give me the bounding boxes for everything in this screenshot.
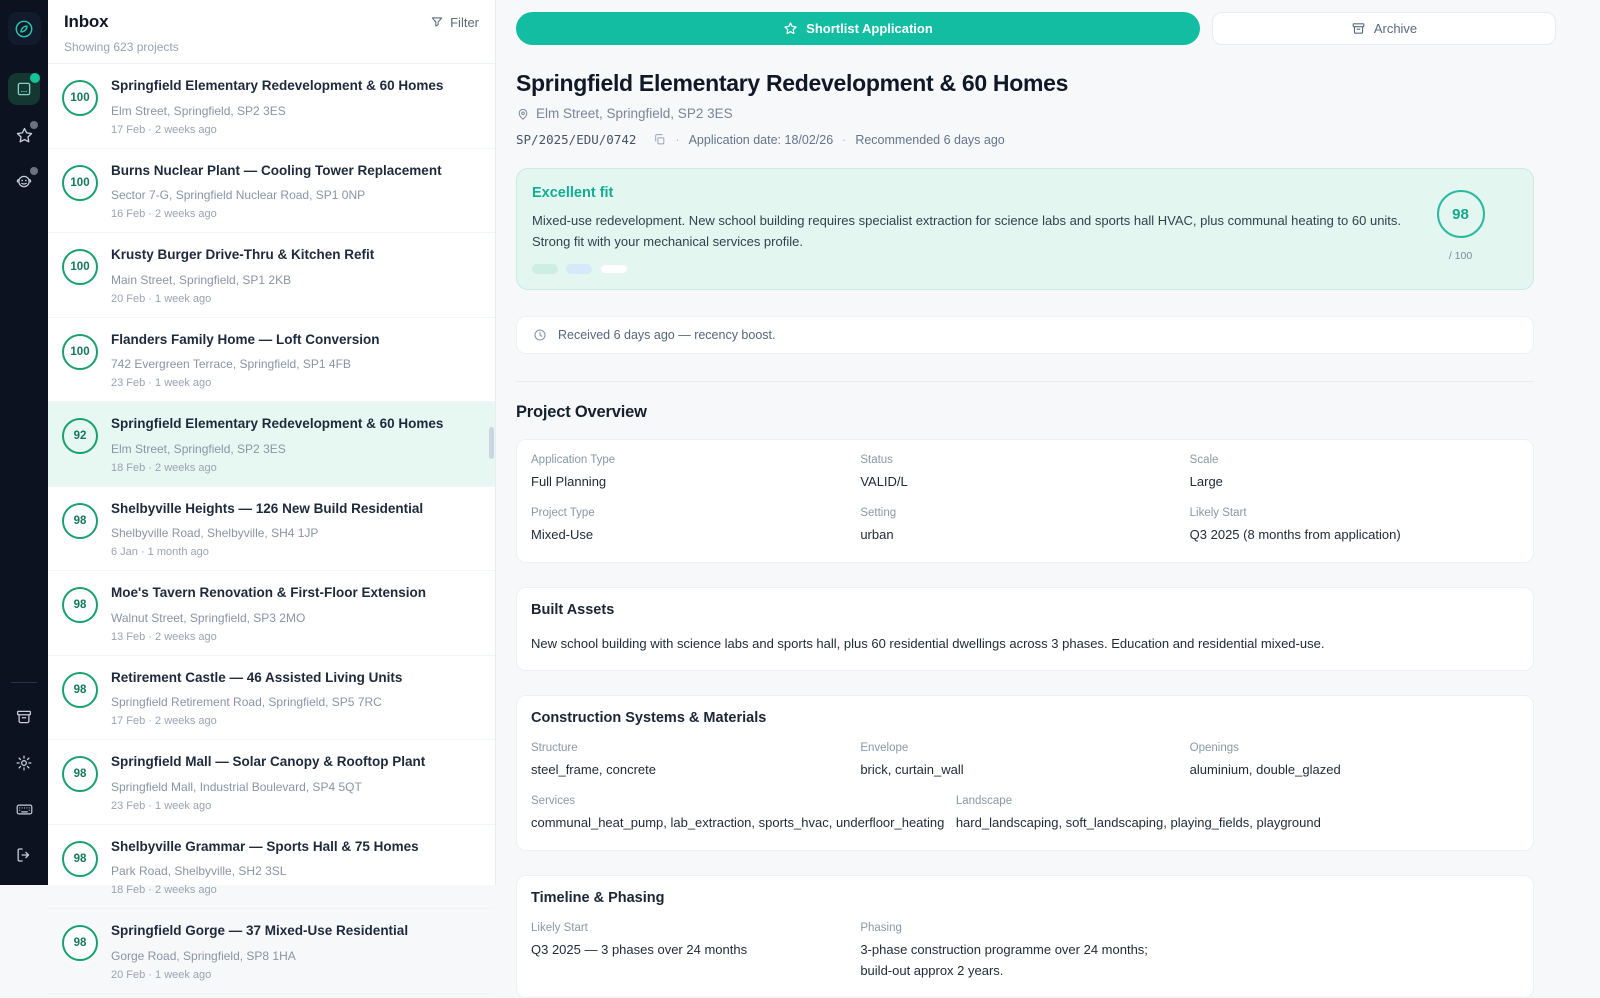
detail-content [516,45,1556,998]
project-date: 23 Feb · 1 week ago [111,377,212,390]
field-label: Structure [531,742,578,755]
list-item[interactable] [48,402,495,487]
keyboard-shortcuts-button[interactable] [8,793,40,825]
field-label: Openings [1189,742,1239,755]
timeline-fields [531,922,1519,981]
score-badge [62,165,98,201]
construction-heading: Construction Systems & Materials [531,710,767,727]
field [531,922,860,981]
field-value: 3-phase construction programme over 24 months; [860,941,1148,957]
left-rail [0,0,48,885]
received-note-bar [516,316,1534,354]
showing-count: Showing 623 projects [64,40,179,54]
star-icon [15,126,34,145]
project-date: 17 Feb · 2 weeks ago [111,123,217,136]
list-item-body [111,331,380,390]
project-address: 742 Evergreen Terrace, Springfield, SP1 4FB [111,357,351,372]
fit-tag [600,264,628,274]
application-date: Application date: 18/02/26 [688,132,834,147]
field-value: Q3 2025 (8 months from application) [1189,526,1401,542]
project-date: 16 Feb · 2 weeks ago [111,208,217,221]
score-value: 100 [70,345,90,358]
project-date: 18 Feb · 2 weeks ago [111,884,217,897]
project-date: 20 Feb · 1 week ago [111,292,212,305]
list-item[interactable] [48,487,495,572]
project-address: Main Street, Springfield, SP1 2KB [111,272,292,287]
location-text: Elm Street, Springfield, SP2 3ES [536,106,733,121]
score-value: 98 [73,768,87,781]
project-list[interactable] [48,63,495,994]
score-badge [62,249,98,285]
field [531,742,860,780]
project-title: Shelbyville Grammar — Sports Hall & 75 Homes [111,838,419,854]
project-title: Krusty Burger Drive-Thru & Kitchen Refit [111,247,375,263]
fit-tag [532,264,558,274]
score-value: 100 [70,261,90,274]
archive-icon [1351,21,1366,36]
fit-rating-label: Excellent fit [532,185,614,201]
nav-archive-button[interactable] [8,701,40,733]
project-title: Springfield Mall — Solar Canopy & Rooftop Plant [111,754,426,770]
list-item-body [111,838,419,897]
funnel-icon [430,15,444,29]
list-item[interactable] [48,571,495,656]
recommended-text: Recommended 6 days ago [855,132,1005,147]
field-value-line2: build-out approx 2 years. [860,962,1004,978]
field [1190,454,1519,492]
project-title: Moe's Tavern Renovation & First-Floor Extension [111,585,427,601]
project-date: 23 Feb · 1 week ago [111,799,212,812]
list-item-body [111,77,443,136]
filter-button[interactable] [430,15,479,30]
project-title: Springfield Gorge — 37 Mixed-Use Residential [111,923,409,939]
project-address: Sector 7-G, Springfield Nuclear Road, SP1 0NP [111,188,366,203]
field [860,742,1189,780]
contacts-notification-dot [30,167,38,175]
field [956,795,1519,833]
field-value: VALID/L [860,473,908,489]
field-label: Likely Start [531,921,588,934]
project-title: Springfield Elementary Redevelopment & 60 Homes [111,416,444,432]
fit-tags [532,264,1408,274]
field-value: Q3 2025 — 3 phases over 24 months [531,941,748,957]
field [531,795,956,833]
list-item-body [111,500,423,559]
field-label: Status [860,453,893,466]
score-value: 98 [73,514,87,527]
list-item[interactable] [48,233,495,318]
list-item-body [111,753,425,812]
score-value: 98 [73,683,87,696]
score-value: 100 [70,92,90,104]
rail-divider [11,682,37,683]
logout-icon [15,846,33,864]
construction-row2 [531,795,1519,833]
meta-separator: · [675,132,680,147]
field [860,454,1189,492]
list-item[interactable] [48,318,495,403]
action-bar [516,12,1556,45]
inbox-notification-dot [30,73,40,83]
field-value: Full Planning [531,473,607,489]
logout-button[interactable] [8,839,40,871]
score-badge [62,756,98,792]
project-date: 17 Feb · 2 weeks ago [111,715,217,728]
project-date: 6 Jan · 1 month ago [111,546,209,559]
list-scrollbar-thumb[interactable] [489,427,494,459]
nav-shortlist-button[interactable] [8,119,40,151]
field [860,922,1519,981]
list-item-body [111,584,426,643]
score-badge [62,587,98,623]
fit-description-line2: Strong fit with your mechanical services profile. [532,234,803,250]
overview-fields [531,454,1519,545]
section-divider [516,381,1534,382]
inbox-header [48,0,495,63]
score-value: 98 [73,852,87,865]
shortlist-notification-dot [30,121,38,129]
project-address: Gorge Road, Springfield, SP8 1HA [111,949,296,964]
fit-summary-left [532,185,1408,274]
meta-separator: · [842,132,847,147]
star-icon [783,21,798,36]
project-title: Retirement Castle — 46 Assisted Living Units [111,669,403,685]
project-title: Flanders Family Home — Loft Conversion [111,331,380,347]
fit-score-ring [1437,190,1485,238]
construction-row1 [531,742,1519,780]
location-row [516,106,1534,121]
list-item[interactable] [48,656,495,741]
nav-inbox-button[interactable] [8,73,40,105]
field-value: communal_heat_pump, lab_extraction, sports_hvac, underfloor_heating [531,814,945,830]
leaf-compass-logo-icon [13,18,35,40]
built-assets-card [516,587,1534,672]
field [860,507,1189,545]
fit-summary-card [516,168,1534,290]
project-title: Shelbyville Heights — 126 New Build Residential [111,500,424,516]
built-assets-heading: Built Assets [531,601,615,618]
fit-score-max: / 100 [1448,250,1473,262]
settings-button[interactable] [8,747,40,779]
project-title: Springfield Elementary Redevelopment & 60 Homes [111,78,444,93]
built-assets-text: New school building with science labs and sports hall, plus 60 residential dwellings across 3 phases. Education and residential mixed-use. [531,635,1325,651]
field-label: Project Type [531,506,595,519]
field-label: Services [531,794,576,807]
score-badge [62,80,98,116]
app-logo[interactable] [8,12,41,45]
field-label: Phasing [860,921,902,934]
field-label: Envelope [860,742,909,755]
field [531,454,860,492]
score-value: 98 [73,937,87,950]
fit-description [532,210,1408,253]
score-badge [62,334,98,370]
location-pin-icon [516,107,530,121]
list-item[interactable] [48,909,495,994]
field-value: urban [860,526,894,542]
copy-reference-button[interactable] [653,133,666,146]
field-value: brick, curtain_wall [860,762,964,778]
score-value: 92 [73,430,87,443]
list-item[interactable] [48,149,495,234]
rail-bottom [0,682,48,871]
gear-icon [15,754,33,772]
list-item-body [111,246,374,305]
construction-card [516,695,1534,851]
keyboard-icon [15,800,34,819]
inbox-compose-icon [15,80,33,98]
page-title: Springfield Elementary Redevelopment & 60 Homes [516,70,1069,96]
project-overview-card [516,439,1534,563]
project-address: Springfield Mall, Industrial Boulevard, SP4 5QT [111,779,362,794]
project-address: Park Road, Shelbyville, SH2 3SL [111,864,287,879]
fit-description-line1: Mixed-use redevelopment. New school building requires specialist extraction for science labs and sports hall HVAC, plus communal heating to 60 units. [532,213,1402,228]
fit-tag [566,264,592,274]
field-label: Landscape [955,794,1013,807]
field-value: Mixed-Use [531,526,594,542]
list-item-body [111,415,443,474]
timeline-heading: Timeline & Phasing [531,889,665,906]
project-date: 18 Feb · 2 weeks ago [111,461,217,474]
score-badge [62,503,98,539]
list-item-body [111,162,442,221]
field [531,507,860,545]
copy-icon [653,133,666,146]
fit-score-value: 98 [1452,205,1469,223]
score-value: 98 [73,599,87,612]
list-item[interactable] [48,64,495,149]
score-badge [62,925,98,961]
filter-label: Filter [450,14,479,30]
project-address: Elm Street, Springfield, SP2 3ES [111,103,286,118]
list-item-body [111,922,408,981]
project-date: 20 Feb · 1 week ago [111,969,212,982]
project-address: Springfield Retirement Road, Springfield, SP5 7RC [111,695,382,710]
field-value: hard_landscaping, soft_landscaping, playing_fields, playground [955,814,1321,830]
clock-icon [533,328,547,342]
field [1190,742,1519,780]
detail-panel [496,0,1600,978]
score-badge [62,841,98,877]
shortlist-application-button[interactable] [516,12,1200,45]
field-label: Likely Start [1189,506,1247,519]
field-label: Application Type [531,453,616,466]
received-note-text: Received 6 days ago — recency boost. [558,327,776,342]
inbox-panel [48,0,496,982]
field-label: Setting [860,506,897,519]
score-value: 100 [70,176,90,189]
field-label: Scale [1189,453,1219,466]
field-value: aluminium, double_glazed [1189,762,1341,778]
project-address: Elm Street, Springfield, SP2 3ES [111,441,286,456]
project-date: 13 Feb · 2 weeks ago [111,630,217,643]
timeline-card [516,875,1534,998]
list-item-body [111,669,402,728]
archive-box-icon [15,708,33,726]
archive-button[interactable] [1212,12,1556,45]
inbox-title: Inbox [64,12,109,31]
archive-button-label: Archive [1373,21,1418,36]
score-badge [62,418,98,454]
field-value: steel_frame, concrete [531,762,657,778]
nav-contacts-button[interactable] [8,165,40,197]
rail-nav [8,73,40,197]
project-overview-heading: Project Overview [516,402,647,421]
project-address: Shelbyville Road, Shelbyville, SH4 1JP [111,526,319,541]
field-value: Large [1189,473,1223,489]
shortlist-button-label: Shortlist Application [806,21,933,36]
fit-score [1408,185,1513,262]
list-item[interactable] [48,740,495,825]
list-item[interactable] [48,825,495,910]
project-address: Walnut Street, Springfield, SP3 2MO [111,610,306,625]
project-title: Burns Nuclear Plant — Cooling Tower Replacement [111,162,442,178]
field [1190,507,1519,545]
meta-row [516,132,1534,147]
score-badge [62,672,98,708]
application-reference: SP/2025/EDU/0742 [516,132,637,147]
